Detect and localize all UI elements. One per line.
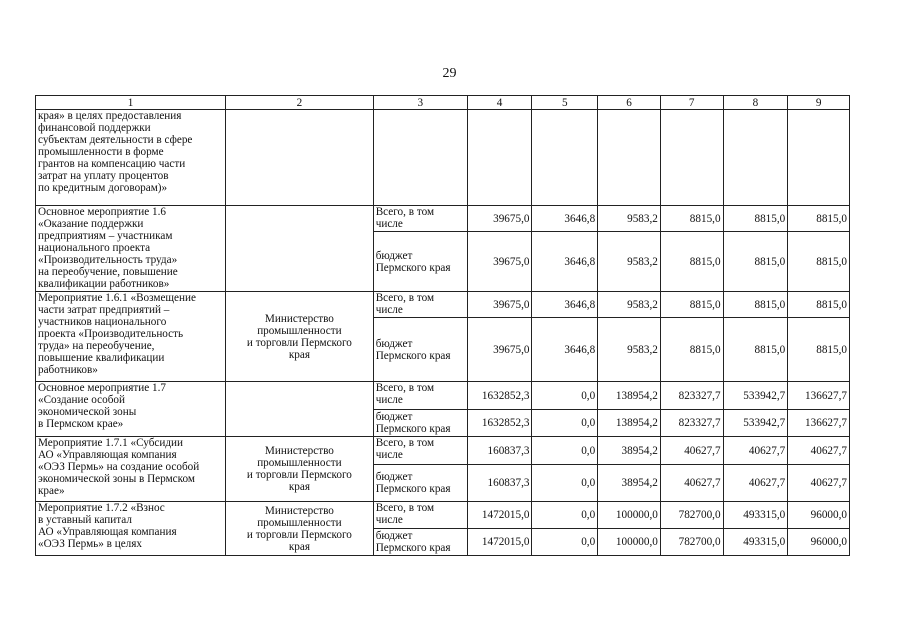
- value-cell: 8815,0: [788, 206, 850, 232]
- value-cell: 40627,7: [788, 465, 850, 502]
- value-cell: 8815,0: [660, 206, 723, 232]
- value-cell: 160837,3: [467, 437, 532, 465]
- funding-source: бюджет Пермского края: [373, 465, 467, 502]
- table-row: [36, 437, 850, 465]
- value-cell: 0,0: [532, 502, 598, 529]
- value-cell: 100000,0: [598, 502, 661, 529]
- value-cell: 0,0: [532, 410, 598, 437]
- funding-source: бюджет Пермского края: [373, 232, 467, 292]
- value-cell: 8815,0: [660, 292, 723, 318]
- column-number: 7: [660, 96, 723, 110]
- value-cell: 0,0: [532, 437, 598, 465]
- value-cell: 3646,8: [532, 232, 598, 292]
- value-cell: 493315,0: [723, 529, 788, 556]
- value-cell: 8815,0: [723, 206, 788, 232]
- executor-cell: [226, 206, 374, 292]
- value-cell: 100000,0: [598, 529, 661, 556]
- value-cell: 0,0: [532, 382, 598, 410]
- value-cell: [532, 110, 598, 206]
- value-cell: 138954,2: [598, 382, 661, 410]
- value-cell: 9583,2: [598, 292, 661, 318]
- value-cell: [660, 110, 723, 206]
- value-cell: 1472015,0: [467, 502, 532, 529]
- measure-name: Основное мероприятие 1.7 «Создание особой экономической зоны в Пермском крае»: [36, 382, 226, 437]
- value-cell: 8815,0: [660, 232, 723, 292]
- funding-source: Всего, в том числе: [373, 437, 467, 465]
- value-cell: 8815,0: [723, 232, 788, 292]
- value-cell: 1632852,3: [467, 382, 532, 410]
- value-cell: 8815,0: [788, 318, 850, 382]
- value-cell: 136627,7: [788, 382, 850, 410]
- value-cell: 138954,2: [598, 410, 661, 437]
- value-cell: 136627,7: [788, 410, 850, 437]
- value-cell: 533942,7: [723, 410, 788, 437]
- program-funding-table: [35, 95, 850, 556]
- value-cell: 8815,0: [660, 318, 723, 382]
- column-number: 1: [36, 96, 226, 110]
- value-cell: 40627,7: [660, 465, 723, 502]
- executor-cell: [226, 382, 374, 437]
- value-cell: 39675,0: [467, 206, 532, 232]
- value-cell: 823327,7: [660, 410, 723, 437]
- column-number: 9: [788, 96, 850, 110]
- value-cell: 0,0: [532, 465, 598, 502]
- column-number-row: [36, 96, 850, 110]
- table-row: [36, 110, 850, 206]
- funding-source: Всего, в том числе: [373, 292, 467, 318]
- value-cell: 533942,7: [723, 382, 788, 410]
- funding-source: Всего, в том числе: [373, 382, 467, 410]
- funding-source: Всего, в том числе: [373, 206, 467, 232]
- table-row: [36, 382, 850, 410]
- value-cell: 9583,2: [598, 232, 661, 292]
- table-row: [36, 502, 850, 529]
- column-number: 5: [532, 96, 598, 110]
- value-cell: 3646,8: [532, 292, 598, 318]
- measure-name: Мероприятие 1.6.1 «Возмещение части затрат предприятий – участников национального проекта «Производительность труда» на переобучение, повышение квалификации работников»: [36, 292, 226, 382]
- column-number: 2: [226, 96, 374, 110]
- value-cell: 823327,7: [660, 382, 723, 410]
- value-cell: 493315,0: [723, 502, 788, 529]
- value-cell: [467, 110, 532, 206]
- value-cell: 40627,7: [788, 437, 850, 465]
- value-cell: [723, 110, 788, 206]
- value-cell: 40627,7: [723, 437, 788, 465]
- value-cell: [788, 110, 850, 206]
- funding-source: Всего, в том числе: [373, 502, 467, 529]
- measure-name: Мероприятие 1.7.1 «Субсидии АО «Управляющая компания «ОЭЗ Пермь» на создание особой экономической зоны в Пермском крае»: [36, 437, 226, 502]
- measure-name: Основное мероприятие 1.6 «Оказание поддержки предприятиям – участникам национального проекта «Производительность труда» на переобучение, повышение квалификации работников»: [36, 206, 226, 292]
- value-cell: 39675,0: [467, 292, 532, 318]
- value-cell: 38954,2: [598, 437, 661, 465]
- value-cell: 1472015,0: [467, 529, 532, 556]
- value-cell: 40627,7: [660, 437, 723, 465]
- measure-name: Мероприятие 1.7.2 «Взнос в уставный капитал АО «Управляющая компания «ОЭЗ Пермь» в целях: [36, 502, 226, 556]
- value-cell: [598, 110, 661, 206]
- value-cell: 8815,0: [723, 318, 788, 382]
- value-cell: 39675,0: [467, 318, 532, 382]
- value-cell: 96000,0: [788, 529, 850, 556]
- measure-name: края» в целях предоставления финансовой поддержки субъектам деятельности в сфере промышленности в форме грантов на компенсацию части затрат на уплату процентов по кредитным договорам)»: [36, 110, 226, 206]
- value-cell: 3646,8: [532, 206, 598, 232]
- value-cell: 1632852,3: [467, 410, 532, 437]
- value-cell: 782700,0: [660, 502, 723, 529]
- executor-cell: Министерство промышленности и торговли Пермского края: [226, 292, 374, 382]
- value-cell: 9583,2: [598, 318, 661, 382]
- funding-source: [373, 110, 467, 206]
- column-number: 6: [598, 96, 661, 110]
- executor-cell: Министерство промышленности и торговли Пермского края: [226, 437, 374, 502]
- column-number: 8: [723, 96, 788, 110]
- value-cell: 96000,0: [788, 502, 850, 529]
- table-row: [36, 292, 850, 318]
- value-cell: 3646,8: [532, 318, 598, 382]
- column-number: 3: [373, 96, 467, 110]
- value-cell: 160837,3: [467, 465, 532, 502]
- funding-source: бюджет Пермского края: [373, 410, 467, 437]
- value-cell: 8815,0: [788, 232, 850, 292]
- value-cell: 782700,0: [660, 529, 723, 556]
- value-cell: 9583,2: [598, 206, 661, 232]
- executor-cell: [226, 110, 374, 206]
- value-cell: 39675,0: [467, 232, 532, 292]
- value-cell: 0,0: [532, 529, 598, 556]
- value-cell: 8815,0: [723, 292, 788, 318]
- column-number: 4: [467, 96, 532, 110]
- page-number: 29: [442, 66, 457, 81]
- executor-cell: Министерство промышленности и торговли Пермского края: [226, 502, 374, 556]
- value-cell: 40627,7: [723, 465, 788, 502]
- funding-source: бюджет Пермского края: [373, 318, 467, 382]
- table-row: [36, 206, 850, 232]
- value-cell: 8815,0: [788, 292, 850, 318]
- funding-source: бюджет Пермского края: [373, 529, 467, 556]
- value-cell: 38954,2: [598, 465, 661, 502]
